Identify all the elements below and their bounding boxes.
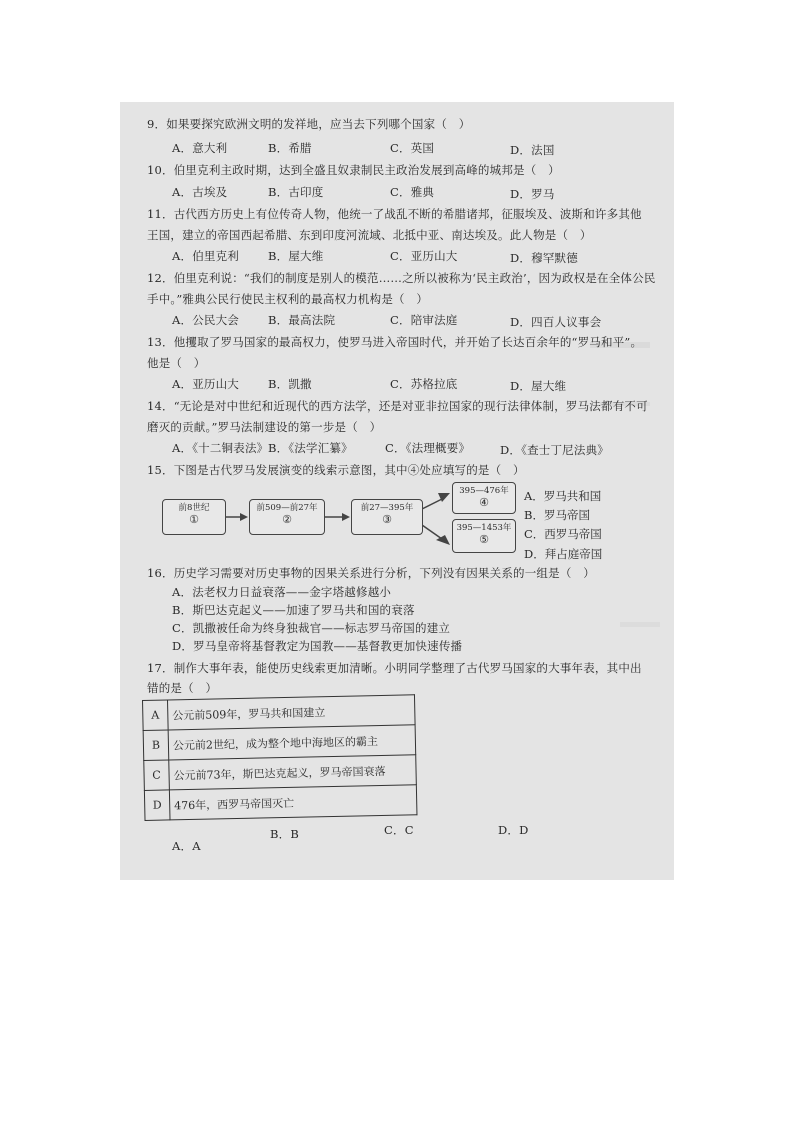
- box-4-time: 395—476年: [459, 486, 509, 496]
- q12-option-c: C．陪审法庭: [390, 313, 458, 327]
- question-16-stem: 16．历史学习需要对历史事物的因果关系进行分析，下列没有因果关系的一组是（ ）: [147, 566, 595, 580]
- q9-option-d: D．法国: [510, 143, 555, 157]
- q11-option-c: C．亚历山大: [390, 249, 458, 263]
- q9-option-a: A．意大利: [172, 141, 228, 155]
- question-12-stem-line2: 手中。”雅典公民行使民主权利的最高权力机构是（ ）: [147, 292, 429, 306]
- question-9-stem: 9．如果要探究欧洲文明的发祥地，应当去下列哪个国家（ ）: [147, 117, 471, 131]
- photographed-exam-sheet: [120, 102, 674, 880]
- q17-option-c: C．C: [384, 823, 414, 837]
- q13-option-b: B．凯撒: [268, 377, 312, 391]
- box-3-time: 前27—395年: [360, 503, 414, 513]
- question-10-stem: 10．伯里克利主政时期，达到全盛且奴隶制民主政治发展到高峰的城邦是（ ）: [147, 163, 560, 177]
- timeline-box-2: [249, 499, 325, 535]
- row-key: D: [144, 790, 170, 821]
- q12-option-b: B．最高法院: [268, 313, 336, 327]
- arrow-3-4: [422, 499, 442, 509]
- box-1-time: 前8世纪: [178, 503, 210, 513]
- row-key: B: [143, 730, 169, 761]
- box-1-number: ①: [189, 513, 199, 526]
- box-5-number: ⑤: [479, 533, 489, 546]
- arrow-3-5: [422, 525, 442, 539]
- q13-option-c: C．苏格拉底: [390, 377, 458, 391]
- box-3-number: ③: [382, 513, 392, 526]
- q11-option-d: D．穆罕默德: [510, 251, 578, 265]
- row-event: 公元前2世纪，成为整个地中海地区的霸主: [168, 725, 416, 760]
- q14-option-d: D．《查士丁尼法典》: [500, 443, 609, 457]
- q13-option-d: D．屋大维: [510, 379, 567, 393]
- q16-option-b: B．斯巴达克起义——加速了罗马共和国的衰落: [172, 603, 415, 617]
- q11-option-a: A．伯里克利: [172, 249, 240, 263]
- question-13-stem-line2: 他是（ ）: [147, 356, 206, 370]
- arrowhead-1-2: [240, 513, 248, 521]
- timeline-box-5: [452, 519, 516, 553]
- row-event: 公元前509年，罗马共和国建立: [168, 695, 416, 730]
- question-14-stem-line1: 14．“无论是对中世纪和近现代的西方法学，还是对亚非拉国家的现行法律体制，罗马法都有不可: [147, 399, 648, 413]
- q14-option-b: B．《法学汇纂》: [268, 441, 353, 455]
- timeline-box-4: [452, 482, 516, 514]
- q11-option-b: B．屋大维: [268, 249, 324, 263]
- q15-option-d: D．拜占庭帝国: [524, 547, 603, 561]
- q14-option-a: A．《十二铜表法》: [172, 441, 269, 455]
- box-2-time: 前509—前27年: [256, 503, 318, 513]
- bleed-through-mark: [620, 622, 660, 627]
- question-12-stem-line1: 12．伯里克利说：“我们的制度是别人的模范……之所以被称为‘民主政治’，因为政权是在全体公民: [147, 271, 656, 285]
- question-13-stem-line1: 13．他攫取了罗马国家的最高权力，使罗马进入帝国时代，并开始了长达百余年的“罗马和平”。: [147, 335, 643, 349]
- q13-option-a: A．亚历山大: [172, 377, 240, 391]
- timeline-box-3: [351, 499, 423, 535]
- question-14-stem-line2: 磨灭的贡献。”罗马法制建设的第一步是（ ）: [147, 420, 382, 434]
- timeline-box-1: [162, 499, 226, 535]
- q10-option-c: C．雅典: [390, 185, 435, 199]
- q12-option-d: D．四百人议事会: [510, 315, 602, 329]
- row-key: C: [144, 760, 170, 791]
- arrowhead-2-3: [342, 513, 350, 521]
- question-11-stem-line1: 11．古代西方历史上有位传奇人物，他统一了战乱不断的希腊诸邦，征服埃及、波斯和许多其他: [147, 207, 642, 221]
- question-11-stem-line2: 王国，建立的帝国西起希腊、东到印度河流域、北抵中亚、南达埃及。此人物是（ ）: [147, 228, 592, 242]
- q16-option-c: C．凯撒被任命为终身独裁官——标志罗马帝国的建立: [172, 621, 451, 635]
- q10-option-d: D．罗马: [510, 187, 555, 201]
- question-15-stem: 15．下图是古代罗马发展演变的线索示意图，其中④处应填写的是（ ）: [147, 463, 525, 477]
- q17-option-d: D．D: [498, 823, 529, 837]
- box-4-number: ④: [479, 496, 489, 509]
- box-2-number: ②: [282, 513, 292, 526]
- question-17-stem-line2: 错的是（ ）: [147, 681, 218, 695]
- box-5-time: 395—1453年: [456, 523, 512, 533]
- row-key: A: [143, 700, 169, 731]
- q12-option-a: A．公民大会: [172, 313, 240, 327]
- table-row: [144, 785, 417, 821]
- q16-option-a: A．法老权力日益衰落——金字塔越修越小: [172, 585, 392, 599]
- rome-events-table: [142, 694, 417, 821]
- q10-option-b: B．古印度: [268, 185, 324, 199]
- question-17-stem-line1: 17．制作大事年表，能使历史线索更加清晰。小明同学整理了古代罗马国家的大事年表，其中出: [147, 661, 642, 675]
- q17-option-b: B．B: [270, 827, 300, 841]
- q9-option-c: C．英国: [390, 141, 435, 155]
- q9-option-b: B．希腊: [268, 141, 312, 155]
- q14-option-c: C．《法理概要》: [385, 441, 471, 455]
- q15-option-a: A．罗马共和国: [524, 489, 602, 503]
- q16-option-d: D．罗马皇帝将基督教定为国教——基督教更加快速传播: [172, 639, 463, 653]
- q15-option-c: C．西罗马帝国: [524, 527, 602, 541]
- q17-option-a: A．A: [172, 839, 201, 853]
- q15-option-b: B．罗马帝国: [524, 508, 590, 522]
- row-event: 公元前73年，斯巴达克起义，罗马帝国衰落: [169, 755, 417, 790]
- row-event: 476年，西罗马帝国灭亡: [169, 785, 417, 820]
- q10-option-a: A．古埃及: [172, 185, 228, 199]
